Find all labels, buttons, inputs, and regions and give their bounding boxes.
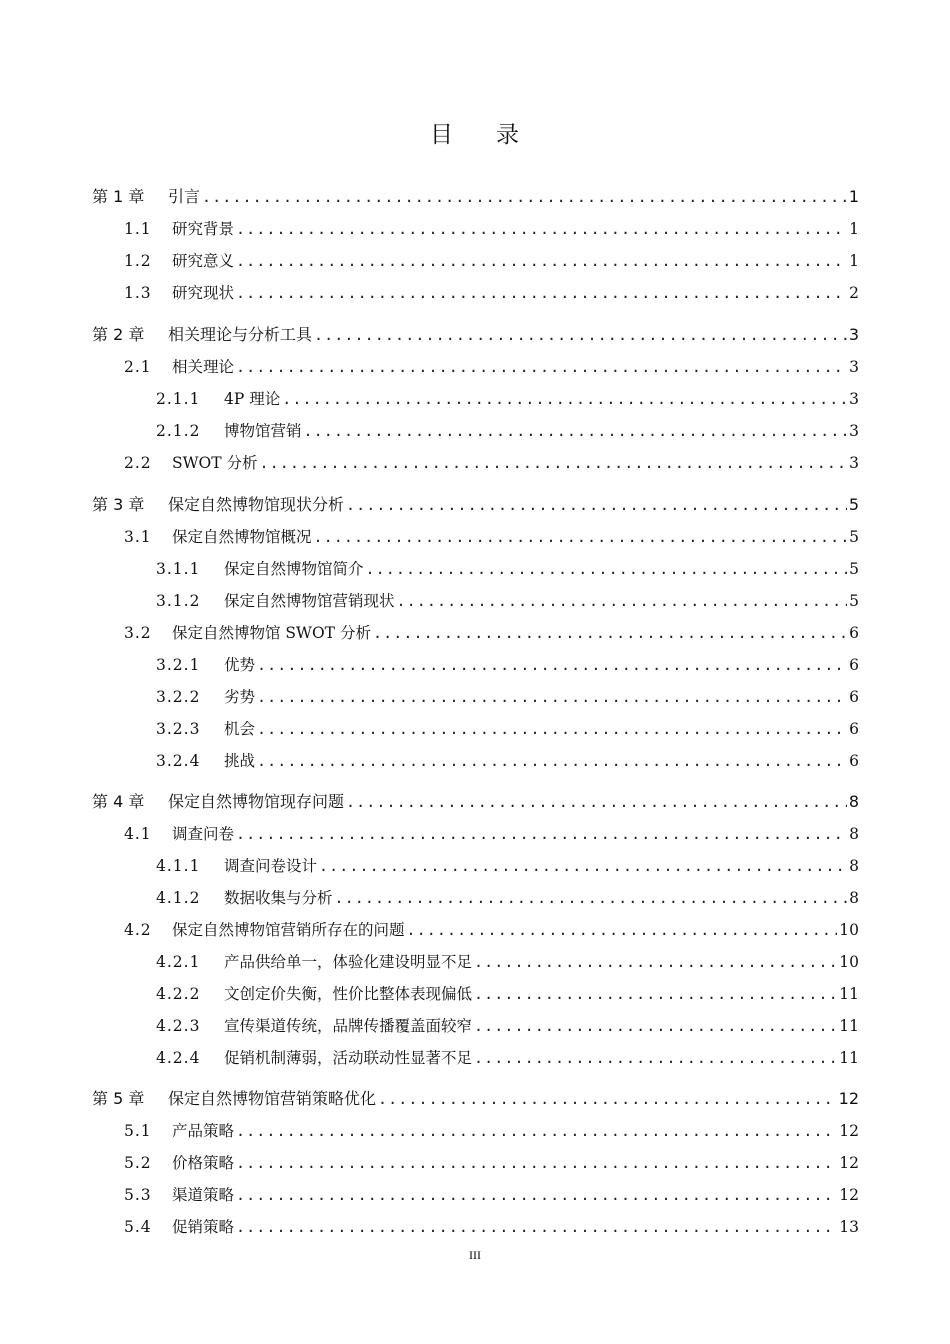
toc-entry[interactable]: [156, 416, 859, 442]
entry-number: 4.2.3: [156, 1017, 201, 1035]
entry-page: 2: [849, 284, 859, 302]
entry-page: 10: [839, 953, 859, 971]
entry-page: 5: [849, 560, 859, 578]
entry-title: 4P 理论: [224, 390, 281, 408]
entry-number: 2.2: [124, 454, 152, 472]
entry-page: 5: [849, 528, 859, 546]
entry-page: 8: [848, 792, 859, 811]
leader-dots: [397, 590, 848, 612]
entry-title: 相关理论: [172, 358, 235, 376]
leader-dots: [474, 983, 837, 1005]
toc-entry[interactable]: [156, 947, 859, 973]
leader-dots: [257, 750, 847, 772]
leader-dots: [236, 356, 847, 378]
entry-number: 5.4: [124, 1218, 152, 1236]
entry-page: 8: [849, 825, 859, 843]
toc-entry[interactable]: [92, 1084, 859, 1110]
entry-title: SWOT 分析: [172, 454, 258, 472]
entry-title: 保定自然博物馆现存问题: [168, 792, 345, 811]
leader-dots: [474, 1015, 837, 1037]
leader-dots: [202, 186, 847, 208]
entry-number: 4.2.2: [156, 985, 201, 1003]
entry-title: 保定自然博物馆 SWOT 分析: [172, 624, 371, 642]
entry-title: 产品策略: [172, 1122, 235, 1140]
leader-dots: [407, 919, 838, 941]
entry-title: 数据收集与分析: [224, 889, 333, 907]
entry-title: 研究现状: [172, 284, 235, 302]
entry-number: 4.2.1: [156, 953, 201, 971]
entry-page: 8: [849, 889, 859, 907]
entry-number: 5.1: [124, 1122, 152, 1140]
entry-number: 2.1.1: [156, 390, 201, 408]
toc-entry[interactable]: [124, 214, 859, 240]
leader-dots: [236, 823, 847, 845]
entry-title: 机会: [224, 720, 256, 738]
entry-title: 促销策略: [172, 1218, 235, 1236]
leader-dots: [314, 324, 847, 346]
entry-title: 保定自然博物馆营销现状: [224, 592, 395, 610]
entry-page: 3: [849, 358, 859, 376]
leader-dots: [346, 791, 847, 813]
entry-title: 研究意义: [172, 252, 235, 270]
entry-title: 价格策略: [172, 1154, 235, 1172]
entry-number: 第 2 章: [92, 325, 145, 344]
entry-title: 宣传渠道传统，品牌传播覆盖面较窄: [224, 1017, 473, 1035]
leader-dots: [474, 1047, 837, 1069]
toc-entry[interactable]: [92, 320, 859, 346]
toc-entry[interactable]: [156, 979, 859, 1005]
toc-entry[interactable]: [124, 819, 859, 845]
entry-page: 6: [849, 624, 859, 642]
entry-number: 3.1: [124, 528, 152, 546]
toc-entry[interactable]: [124, 915, 859, 941]
leader-dots: [236, 1216, 837, 1238]
entry-page: 6: [849, 656, 859, 674]
entry-number: 第 3 章: [92, 495, 145, 514]
entry-page: 3: [849, 422, 859, 440]
leader-dots: [282, 388, 847, 410]
toc-entry[interactable]: [156, 883, 859, 909]
entry-page: 10: [839, 921, 859, 939]
leader-dots: [335, 887, 848, 909]
entry-page: 3: [848, 325, 859, 344]
entry-title: 研究背景: [172, 220, 235, 238]
toc-entry[interactable]: [156, 586, 859, 612]
entry-number: 1.3: [124, 284, 152, 302]
toc-entry[interactable]: [124, 618, 859, 644]
leader-dots: [314, 526, 848, 548]
entry-number: 4.2: [124, 921, 152, 939]
entry-title: 相关理论与分析工具: [168, 325, 313, 344]
entry-title: 挑战: [224, 752, 256, 770]
entry-page: 12: [838, 1089, 859, 1108]
entry-title: 引言: [168, 187, 201, 206]
entry-title: 保定自然博物馆概况: [172, 528, 312, 546]
leader-dots: [366, 558, 848, 580]
entry-number: 5.2: [124, 1154, 152, 1172]
entry-page: 1: [849, 252, 859, 270]
entry-title: 渠道策略: [172, 1186, 235, 1204]
toc-entry[interactable]: [124, 1180, 859, 1206]
toc-entry[interactable]: [124, 246, 859, 272]
entry-page: 6: [849, 720, 859, 738]
entry-page: 11: [839, 985, 859, 1003]
entry-title: 促销机制薄弱，活动联动性显著不足: [224, 1049, 473, 1067]
toc-entry[interactable]: [156, 650, 859, 676]
entry-number: 4.2.4: [156, 1049, 201, 1067]
entry-number: 3.2.2: [156, 688, 201, 706]
toc-entry[interactable]: [156, 554, 859, 580]
entry-title: 产品供给单一，体验化建设明显不足: [224, 953, 473, 971]
entry-page: 12: [839, 1122, 859, 1140]
toc-entry[interactable]: [156, 714, 859, 740]
entry-title: 调查问卷设计: [224, 857, 318, 875]
entry-number: 4.1.1: [156, 857, 201, 875]
entry-title: 保定自然博物馆营销所存在的问题: [172, 921, 405, 939]
toc-entry[interactable]: [156, 1043, 859, 1069]
entry-page: 12: [839, 1154, 859, 1172]
leader-dots: [260, 452, 848, 474]
entry-title: 保定自然博物馆简介: [224, 560, 364, 578]
entry-page: 11: [839, 1017, 859, 1035]
entry-number: 4.1: [124, 825, 152, 843]
page-number-footer: III: [469, 1248, 481, 1262]
toc-entry[interactable]: [124, 352, 859, 378]
leader-dots: [373, 622, 847, 644]
leader-dots: [378, 1088, 837, 1110]
entry-title: 劣势: [224, 688, 256, 706]
toc-entry[interactable]: [124, 522, 859, 548]
page-title: [0, 116, 950, 149]
leader-dots: [236, 218, 847, 240]
entry-number: 3.2: [124, 624, 152, 642]
leader-dots: [257, 718, 847, 740]
leader-dots: [236, 1120, 837, 1142]
entry-number: 3.2.3: [156, 720, 201, 738]
entry-page: 6: [849, 752, 859, 770]
entry-page: 13: [839, 1218, 859, 1236]
entry-title: 保定自然博物馆现状分析: [168, 495, 345, 514]
toc-entry[interactable]: [92, 182, 859, 208]
toc-entry[interactable]: [124, 1148, 859, 1174]
entry-title: 博物馆营销: [224, 422, 302, 440]
entry-number: 第 4 章: [92, 792, 145, 811]
entry-page: 8: [849, 857, 859, 875]
entry-page: 3: [849, 390, 859, 408]
title-char-1: 目: [430, 122, 454, 148]
entry-number: 4.1.2: [156, 889, 201, 907]
toc-entry[interactable]: [92, 490, 859, 516]
toc-entry[interactable]: [92, 787, 859, 813]
leader-dots: [346, 494, 847, 516]
leader-dots: [474, 951, 837, 973]
entry-title: 保定自然博物馆营销策略优化: [168, 1089, 377, 1108]
entry-number: 1.2: [124, 252, 152, 270]
toc-entry[interactable]: [156, 746, 859, 772]
entry-number: 5.3: [124, 1186, 152, 1204]
leader-dots: [236, 282, 847, 304]
toc-entry[interactable]: [156, 1011, 859, 1037]
entry-number: 3.2.4: [156, 752, 201, 770]
entry-page: 11: [839, 1049, 859, 1067]
entry-page: 6: [849, 688, 859, 706]
entry-number: 2.1.2: [156, 422, 201, 440]
entry-page: 5: [849, 592, 859, 610]
entry-number: 第 1 章: [92, 187, 145, 206]
toc-entry[interactable]: [124, 1116, 859, 1142]
toc-entry[interactable]: [156, 682, 859, 708]
entry-title: 优势: [224, 656, 256, 674]
toc-entry[interactable]: [124, 278, 859, 304]
leader-dots: [236, 250, 847, 272]
toc-entry[interactable]: [156, 851, 859, 877]
entry-page: 1: [848, 187, 859, 206]
toc-entry[interactable]: [124, 448, 859, 474]
title-char-2: 录: [496, 122, 520, 148]
leader-dots: [257, 654, 847, 676]
entry-title: 文创定价失衡，性价比整体表现偏低: [224, 985, 473, 1003]
toc-entry[interactable]: [156, 384, 859, 410]
entry-page: 12: [839, 1186, 859, 1204]
leader-dots: [236, 1152, 837, 1174]
entry-title: 调查问卷: [172, 825, 235, 843]
entry-number: 3.2.1: [156, 656, 201, 674]
entry-page: 1: [849, 220, 859, 238]
entry-page: 5: [848, 495, 859, 514]
entry-number: 3.1.1: [156, 560, 201, 578]
leader-dots: [236, 1184, 837, 1206]
toc-entry[interactable]: [124, 1212, 859, 1238]
entry-number: 3.1.2: [156, 592, 201, 610]
leader-dots: [319, 855, 847, 877]
entry-page: 3: [849, 454, 859, 472]
leader-dots: [257, 686, 847, 708]
entry-number: 第 5 章: [92, 1089, 145, 1108]
leader-dots: [304, 420, 848, 442]
entry-number: 1.1: [124, 220, 152, 238]
entry-number: 2.1: [124, 358, 152, 376]
